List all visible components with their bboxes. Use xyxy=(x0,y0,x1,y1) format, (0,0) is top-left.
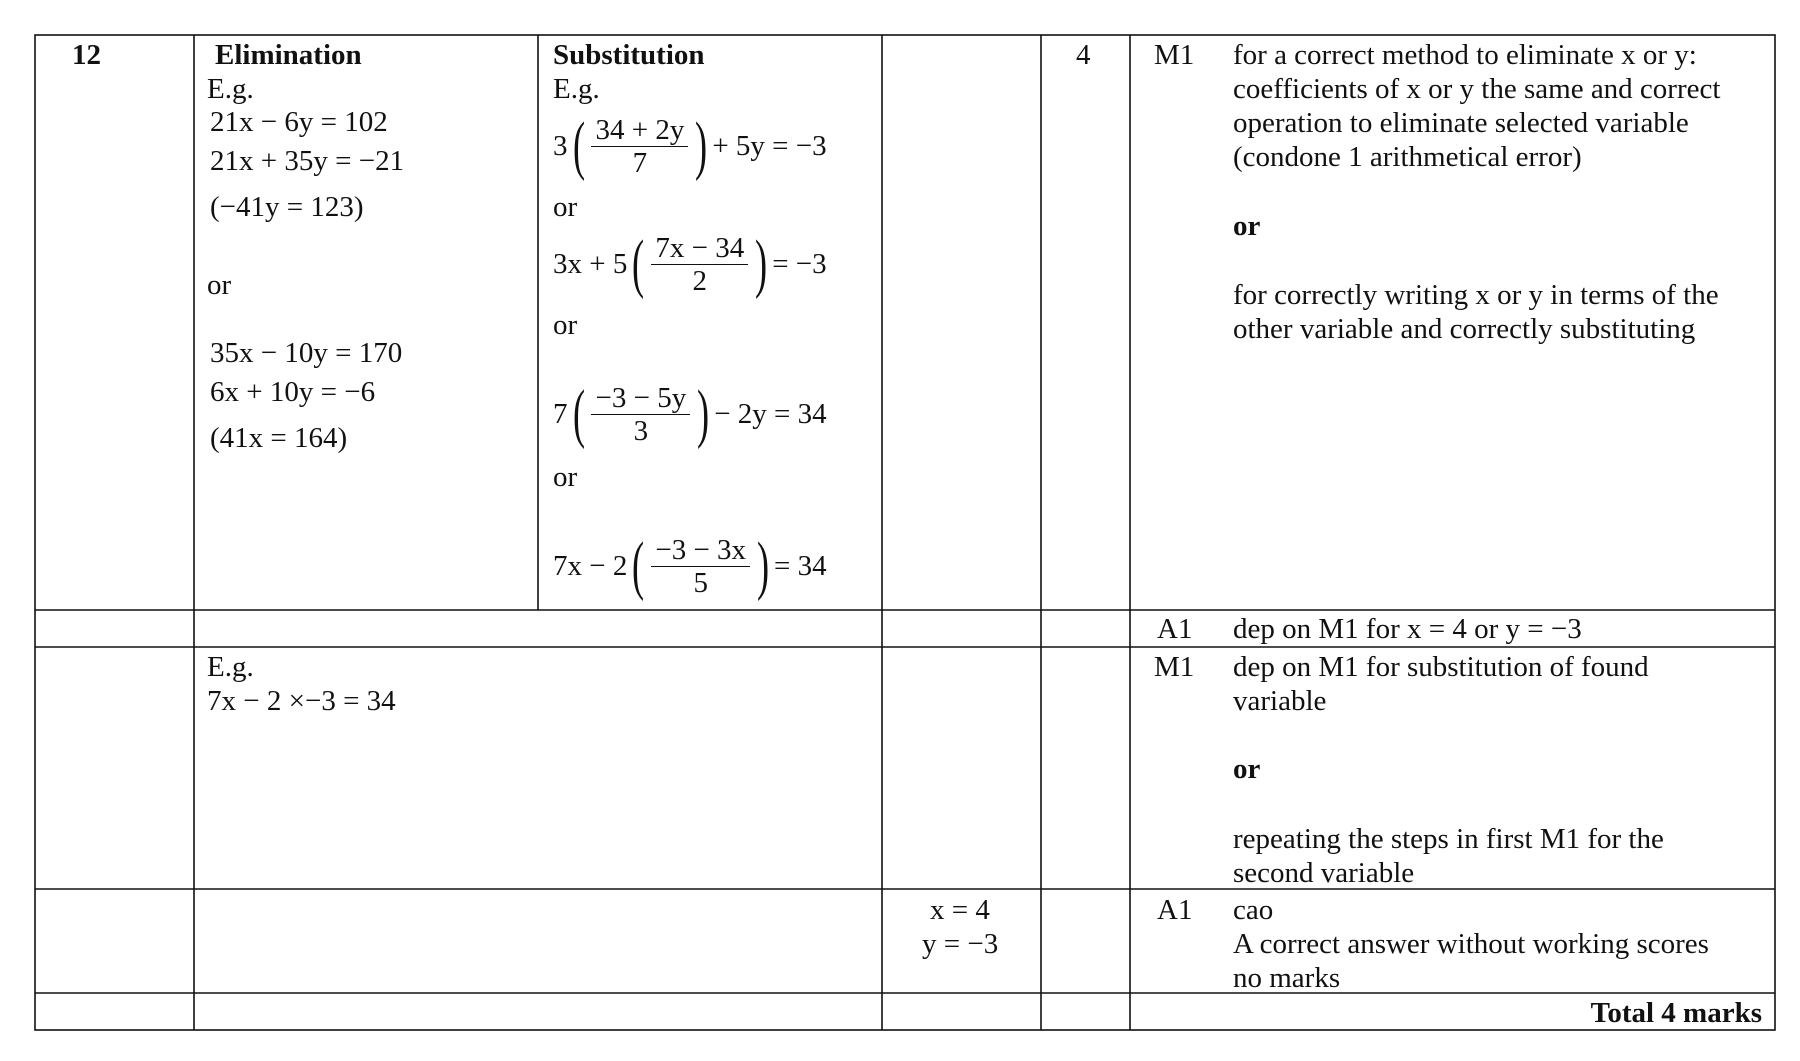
substitution-or: or xyxy=(553,461,578,493)
guidance-line: dep on M1 for substitution of found xyxy=(1233,651,1649,683)
guidance-line: (condone 1 arithmetical error) xyxy=(1233,141,1582,173)
question-number: 12 xyxy=(72,39,101,71)
mark-code: A1 xyxy=(1157,613,1193,645)
substitution-or: or xyxy=(553,309,578,341)
elimination-eg: E.g. xyxy=(207,73,254,105)
right-paren: ) xyxy=(755,227,768,300)
guidance-line: coefficients of x or y the same and correct xyxy=(1233,73,1721,105)
elimination-line: 35x − 10y = 170 xyxy=(210,337,403,369)
guidance-line: for a correct method to eliminate x or y: xyxy=(1233,39,1697,71)
elimination-line: (−41y = 123) xyxy=(210,191,364,223)
right-paren: ) xyxy=(695,109,708,182)
mark-code: M1 xyxy=(1154,651,1195,683)
guidance-line: variable xyxy=(1233,685,1327,717)
fraction xyxy=(591,382,690,447)
elimination-line: 21x − 6y = 102 xyxy=(210,106,388,138)
guidance-line: dep on M1 for x = 4 or y = −3 xyxy=(1233,613,1582,645)
substitution-eg: E.g. xyxy=(553,73,600,105)
fraction-numerator: 7x − 34 xyxy=(651,232,748,265)
guidance-line: for correctly writing x or y in terms of the xyxy=(1233,279,1719,311)
elimination-heading: Elimination xyxy=(215,39,362,71)
expr-suffix: + 5y = −3 xyxy=(712,129,827,162)
expr-prefix: 7 xyxy=(553,397,568,430)
fraction-numerator: 34 + 2y xyxy=(591,114,688,147)
guidance-line: operation to eliminate selected variable xyxy=(1233,107,1689,139)
guidance-line: other variable and correctly substituting xyxy=(1233,313,1696,345)
guidance-line: no marks xyxy=(1233,962,1341,994)
substitution-expression xyxy=(553,374,827,454)
elimination-line: 6x + 10y = −6 xyxy=(210,376,376,408)
right-paren: ) xyxy=(757,529,770,602)
guidance-or: or xyxy=(1233,753,1261,785)
expr-prefix: 7x − 2 xyxy=(553,549,628,582)
answer-line: x = 4 xyxy=(930,894,990,926)
mark-total: 4 xyxy=(1076,39,1091,71)
fraction xyxy=(591,114,688,179)
elimination-line: 21x + 35y = −21 xyxy=(210,145,405,177)
guidance-line: A correct answer without working scores xyxy=(1233,928,1709,960)
working-eg: E.g. xyxy=(207,651,254,683)
fraction-denominator: 2 xyxy=(692,264,708,297)
substitution-heading: Substitution xyxy=(553,39,705,71)
expr-suffix: = 34 xyxy=(774,549,827,582)
fraction xyxy=(651,534,750,599)
expr-suffix: = −3 xyxy=(772,247,827,280)
expr-suffix: − 2y = 34 xyxy=(714,397,827,430)
right-paren: ) xyxy=(697,377,710,450)
fraction-denominator: 7 xyxy=(632,146,648,179)
working-line: 7x − 2 ×−3 = 34 xyxy=(207,685,396,717)
mark-code: M1 xyxy=(1154,39,1195,71)
guidance-or: or xyxy=(1233,210,1261,242)
fraction-numerator: −3 − 5y xyxy=(591,382,690,415)
table-border xyxy=(35,35,1775,1030)
fraction xyxy=(651,232,748,297)
substitution-expression xyxy=(553,224,827,304)
left-paren: ( xyxy=(632,529,645,602)
elimination-line: (41x = 164) xyxy=(210,422,348,454)
answer-line: y = −3 xyxy=(922,928,999,960)
fraction-denominator: 5 xyxy=(693,566,708,599)
guidance-line: repeating the steps in first M1 for the xyxy=(1233,823,1664,855)
left-paren: ( xyxy=(572,377,585,450)
substitution-expression xyxy=(553,106,827,186)
elimination-or: or xyxy=(207,269,232,301)
left-paren: ( xyxy=(632,227,645,300)
substitution-expression xyxy=(553,526,827,606)
total-marks: Total 4 marks xyxy=(1590,997,1762,1029)
fraction-denominator: 3 xyxy=(633,414,649,447)
mark-code: A1 xyxy=(1157,894,1193,926)
expr-prefix: 3x + 5 xyxy=(553,247,628,280)
guidance-line: cao xyxy=(1233,894,1274,926)
expr-prefix: 3 xyxy=(553,129,568,162)
guidance-line: second variable xyxy=(1233,857,1415,889)
left-paren: ( xyxy=(572,109,585,182)
fraction-numerator: −3 − 3x xyxy=(651,534,750,567)
substitution-or: or xyxy=(553,191,578,223)
